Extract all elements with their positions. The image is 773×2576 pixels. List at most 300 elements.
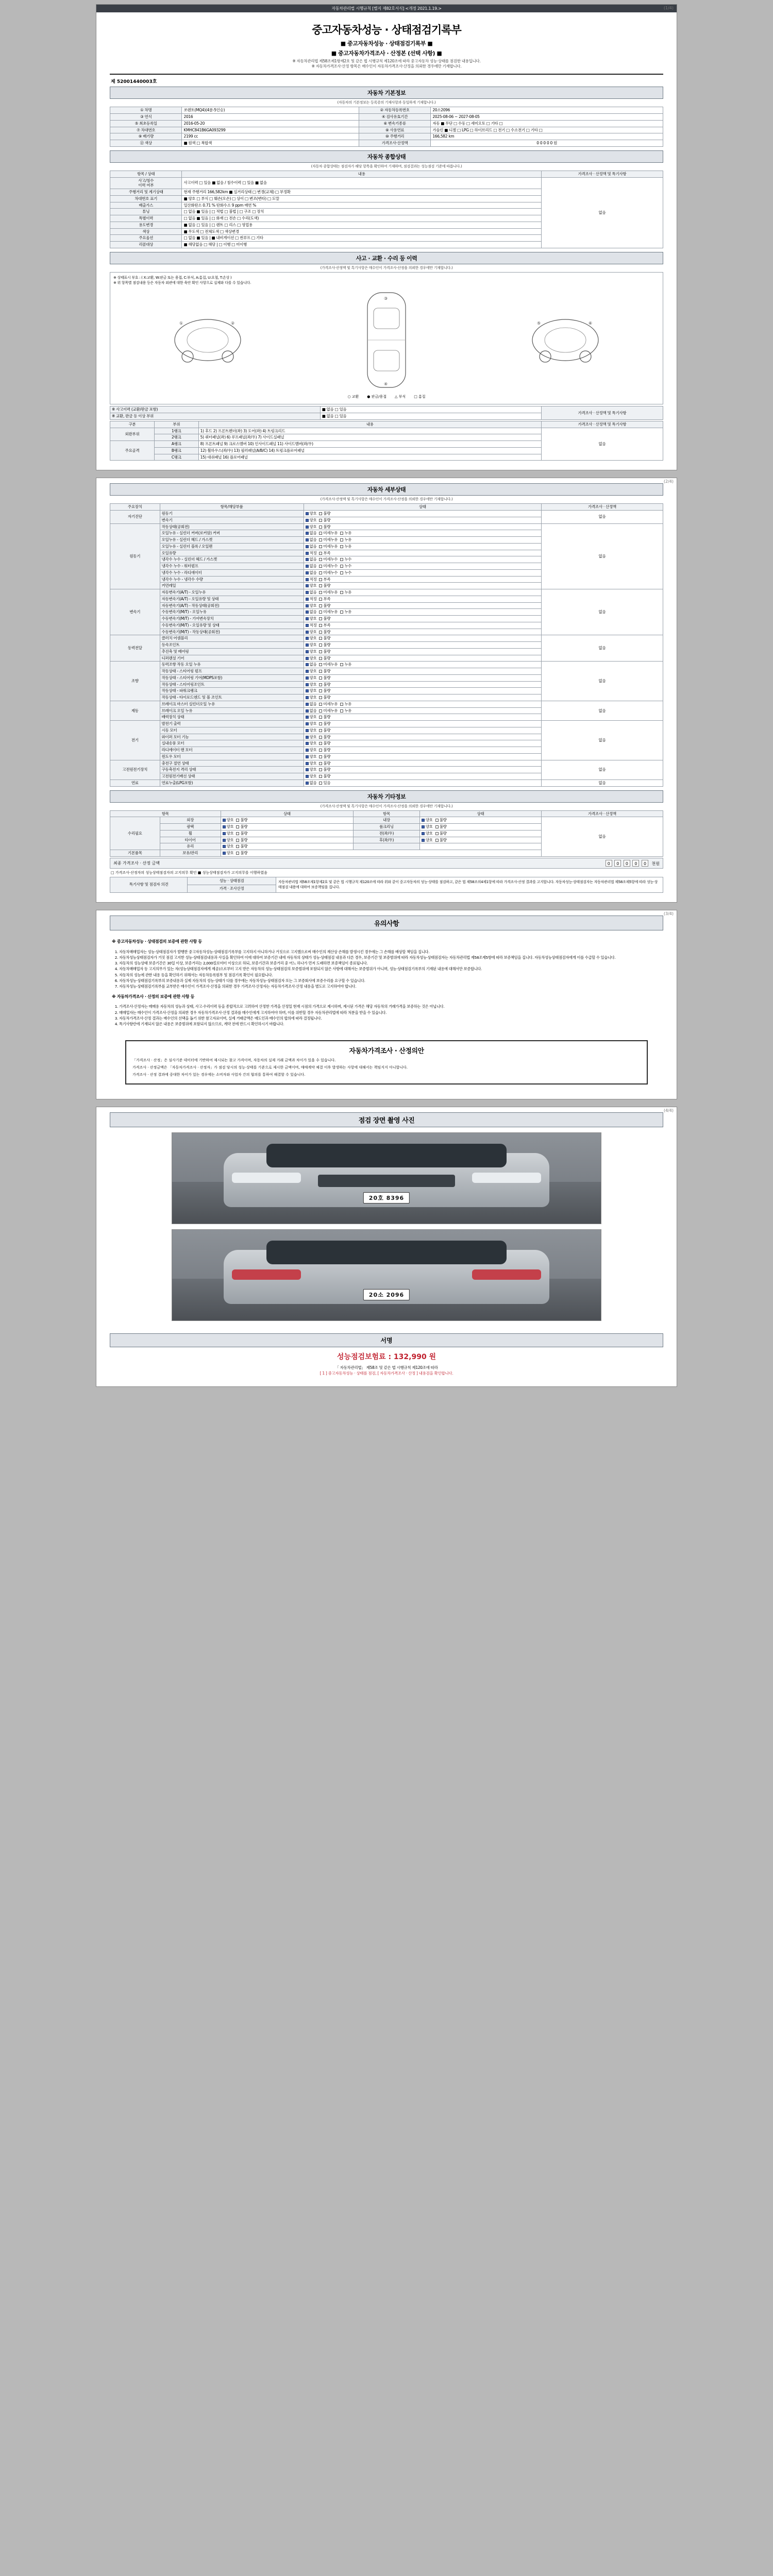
checkbox-option[interactable] [306, 577, 317, 582]
checkbox-icon[interactable] [422, 832, 425, 835]
checkbox-icon[interactable] [319, 565, 322, 568]
checkbox-option[interactable] [306, 702, 317, 707]
checkbox-icon[interactable] [319, 631, 322, 634]
checkbox-option[interactable] [319, 688, 330, 693]
checkbox-icon[interactable] [223, 852, 226, 855]
vehicle-diagram [110, 272, 663, 405]
checkbox-icon[interactable] [236, 852, 239, 855]
checkbox-option[interactable] [319, 767, 330, 772]
detail-item-state[interactable] [304, 674, 541, 681]
checkbox-option[interactable] [319, 590, 338, 595]
checkbox-option[interactable] [306, 616, 317, 621]
checkbox-icon[interactable] [306, 755, 309, 758]
detail-item-state[interactable] [304, 511, 541, 517]
checkbox-option[interactable] [306, 649, 317, 654]
checkbox-option[interactable] [435, 818, 447, 823]
checkbox-option[interactable] [319, 544, 338, 549]
price-digit: 0 [624, 860, 630, 867]
checkbox-icon[interactable] [319, 538, 322, 541]
checkbox-icon[interactable] [340, 565, 343, 568]
checkbox-icon[interactable] [306, 782, 309, 785]
checkbox-icon[interactable] [306, 631, 309, 634]
checkbox-icon[interactable] [223, 832, 226, 835]
checkbox-option[interactable] [319, 630, 330, 635]
checkbox-icon[interactable] [306, 762, 309, 765]
checkbox-icon[interactable] [319, 670, 322, 673]
checkbox-icon[interactable] [306, 611, 309, 614]
detail-item-state[interactable] [304, 523, 541, 530]
checkbox-option[interactable] [319, 675, 330, 681]
other-item-state[interactable] [221, 843, 354, 850]
checkbox-option[interactable] [319, 537, 338, 543]
checkbox-icon[interactable] [306, 683, 309, 686]
checkbox-icon[interactable] [422, 825, 425, 828]
checkbox-option[interactable] [306, 603, 317, 608]
checkbox-icon[interactable] [319, 683, 322, 686]
guarantee-line: 가격조사 · 산정금액은 「자동차가격조사 · 산정자」가 점검 당시의 성능·상태를 기준으로 제시한 금액이며, 매매계약 체결 이후 발생하는 사항에 대해서는 책임지지 아니합니다. [132, 1065, 408, 1070]
checkbox-option[interactable] [306, 669, 317, 674]
checkbox-option[interactable] [340, 570, 351, 575]
checkbox-icon[interactable] [319, 571, 322, 574]
checkbox-icon[interactable] [306, 736, 309, 739]
checkbox-option[interactable] [319, 609, 338, 615]
checkbox-option[interactable] [319, 557, 338, 562]
checkbox-icon[interactable] [306, 709, 309, 713]
checkbox-icon[interactable] [306, 565, 309, 568]
detail-item-state[interactable] [304, 596, 541, 602]
other-item-state[interactable] [419, 817, 541, 824]
detail-item-state[interactable] [304, 681, 541, 688]
detail-item-label: 작동상태 - 타이로드엔드 및 볼 조인트 [160, 694, 304, 701]
checkbox-icon[interactable] [306, 676, 309, 680]
checkbox-option[interactable] [306, 767, 317, 772]
checkbox-option[interactable] [319, 761, 330, 766]
checkbox-option[interactable] [319, 735, 330, 740]
checkbox-icon[interactable] [236, 832, 239, 835]
checkbox-icon[interactable] [306, 722, 309, 725]
detail-item-state[interactable] [304, 655, 541, 662]
detail-item-state[interactable] [304, 688, 541, 694]
checkbox-option[interactable] [306, 557, 317, 562]
checkbox-option[interactable] [236, 818, 247, 823]
checkbox-icon[interactable] [319, 545, 322, 548]
checkbox-icon[interactable] [306, 526, 309, 529]
checkbox-icon[interactable] [319, 762, 322, 765]
overall-state-table [110, 171, 663, 248]
checkbox-icon[interactable] [319, 768, 322, 771]
checkbox-icon[interactable] [422, 819, 425, 822]
checkbox-option[interactable] [319, 564, 338, 569]
checkbox-option[interactable] [236, 838, 247, 843]
checkbox-option[interactable] [306, 531, 317, 536]
checkbox-icon[interactable] [319, 552, 322, 555]
checkbox-icon[interactable] [319, 689, 322, 692]
detail-item-state[interactable] [304, 635, 541, 642]
checkbox-option[interactable] [319, 649, 330, 654]
detail-item-state[interactable] [304, 773, 541, 780]
checkbox-option[interactable] [319, 583, 330, 588]
checkbox-icon[interactable] [435, 832, 439, 835]
checkbox-icon[interactable] [306, 716, 309, 719]
other-item-state[interactable] [221, 824, 354, 831]
checkbox-icon[interactable] [340, 571, 343, 574]
checkbox-icon[interactable] [340, 709, 343, 713]
checkbox-icon[interactable] [319, 519, 322, 522]
checkbox-icon[interactable] [306, 643, 309, 647]
other-item-state[interactable] [221, 837, 354, 843]
detail-item-state[interactable] [304, 589, 541, 596]
checkbox-icon[interactable] [306, 742, 309, 745]
checkbox-icon[interactable] [306, 571, 309, 574]
checkbox-icon[interactable] [319, 526, 322, 529]
checkbox-option[interactable] [306, 518, 317, 523]
checkbox-option[interactable] [319, 708, 338, 714]
checkbox-icon[interactable] [223, 825, 226, 828]
checkbox-icon[interactable] [319, 643, 322, 647]
checkbox-icon[interactable] [319, 696, 322, 699]
detail-item-state[interactable] [304, 701, 541, 707]
checkbox-icon[interactable] [319, 611, 322, 614]
checkbox-option[interactable] [422, 824, 433, 829]
detail-item-state[interactable] [304, 721, 541, 727]
checkbox-icon[interactable] [340, 663, 343, 666]
detail-item-state[interactable] [304, 714, 541, 721]
detail-item-state[interactable] [304, 576, 541, 583]
checkbox-option[interactable] [223, 838, 234, 843]
checkbox-option[interactable] [319, 623, 330, 628]
checkbox-icon[interactable] [319, 604, 322, 607]
checkbox-icon[interactable] [306, 749, 309, 752]
checkbox-option[interactable] [319, 524, 330, 530]
detail-item-state[interactable] [304, 622, 541, 629]
checkbox-icon[interactable] [319, 637, 322, 640]
checkbox-option[interactable] [319, 636, 330, 641]
checkbox-option[interactable] [306, 748, 317, 753]
checkbox-option[interactable] [306, 735, 317, 740]
detail-item-state[interactable] [304, 543, 541, 550]
checkbox-icon[interactable] [422, 839, 425, 842]
other-item-state[interactable] [419, 824, 541, 831]
checkbox-icon[interactable] [319, 578, 322, 581]
checkbox-option[interactable] [306, 781, 317, 786]
checkbox-icon[interactable] [319, 716, 322, 719]
checkbox-icon[interactable] [319, 532, 322, 535]
checkbox-icon[interactable] [319, 703, 322, 706]
checkbox-icon[interactable] [306, 637, 309, 640]
checkbox-icon[interactable] [306, 657, 309, 660]
checkbox-icon[interactable] [435, 825, 439, 828]
checkbox-option[interactable] [306, 656, 317, 661]
checkbox-icon[interactable] [223, 839, 226, 842]
detail-item-state[interactable] [304, 753, 541, 760]
checkbox-option[interactable] [319, 511, 330, 516]
checkbox-option[interactable] [223, 844, 234, 849]
checkbox-icon[interactable] [306, 617, 309, 620]
detail-item-state[interactable] [304, 707, 541, 714]
checkbox-option[interactable] [319, 715, 330, 720]
checkbox-option[interactable] [319, 721, 330, 726]
checkbox-option[interactable] [306, 636, 317, 641]
checkbox-option[interactable] [340, 531, 351, 536]
checkbox-option[interactable] [319, 662, 338, 667]
other-item-state[interactable] [221, 850, 541, 857]
checkbox-option[interactable] [306, 524, 317, 530]
checkbox-icon[interactable] [319, 657, 322, 660]
detail-item-state[interactable] [304, 727, 541, 734]
checkbox-option[interactable] [319, 656, 330, 661]
checkbox-icon[interactable] [319, 650, 322, 653]
checkbox-option[interactable] [435, 831, 447, 836]
checkbox-option[interactable] [422, 818, 433, 823]
checkbox-icon[interactable] [306, 545, 309, 548]
checkbox-icon[interactable] [223, 819, 226, 822]
checkbox-icon[interactable] [306, 512, 309, 515]
checkbox-option[interactable] [306, 682, 317, 687]
other-item-state[interactable] [419, 837, 541, 843]
detail-item-state[interactable] [304, 537, 541, 544]
checkbox-icon[interactable] [319, 598, 322, 601]
checkbox-option[interactable] [319, 728, 330, 733]
checkbox-option[interactable] [340, 537, 351, 543]
detail-item-state[interactable] [304, 550, 541, 556]
checkbox-option[interactable] [236, 831, 247, 836]
checkbox-option[interactable] [306, 754, 317, 759]
checkbox-option[interactable] [319, 642, 330, 648]
checkbox-icon[interactable] [319, 558, 322, 561]
detail-item-state[interactable] [304, 668, 541, 675]
checkbox-option[interactable] [236, 844, 247, 849]
checkbox-icon[interactable] [306, 532, 309, 535]
checkbox-icon[interactable] [306, 624, 309, 627]
checkbox-icon[interactable] [319, 624, 322, 627]
checkbox-option[interactable] [319, 570, 338, 575]
detail-item-state[interactable] [304, 629, 541, 635]
checkbox-icon[interactable] [435, 839, 439, 842]
other-item-state[interactable] [221, 830, 354, 837]
checkbox-option[interactable] [306, 708, 317, 714]
checkbox-icon[interactable] [236, 825, 239, 828]
checkbox-option[interactable] [340, 590, 351, 595]
checkbox-option[interactable] [340, 564, 351, 569]
checkbox-option[interactable] [319, 695, 330, 700]
checkbox-option[interactable] [435, 838, 447, 843]
checkbox-icon[interactable] [319, 729, 322, 732]
checkbox-option[interactable] [223, 831, 234, 836]
checkbox-option[interactable] [306, 662, 317, 667]
checkbox-option[interactable] [236, 851, 247, 856]
checkbox-icon[interactable] [319, 755, 322, 758]
checkbox-icon[interactable] [340, 558, 343, 561]
parts-note: 없음 [541, 428, 663, 461]
checkbox-option[interactable] [306, 544, 317, 549]
checkbox-icon[interactable] [306, 598, 309, 601]
checkbox-option[interactable] [306, 511, 317, 516]
detail-item-state[interactable] [304, 662, 541, 668]
detail-item-state[interactable] [304, 642, 541, 649]
checkbox-icon[interactable] [319, 617, 322, 620]
checkbox-option[interactable] [319, 669, 330, 674]
detail-item-state[interactable] [304, 563, 541, 570]
other-item-state[interactable] [419, 843, 541, 850]
checkbox-option[interactable] [306, 675, 317, 681]
checkbox-option[interactable] [306, 630, 317, 635]
checkbox-icon[interactable] [319, 663, 322, 666]
checkbox-option[interactable] [422, 831, 433, 836]
checkbox-icon[interactable] [319, 736, 322, 739]
checkbox-icon[interactable] [306, 670, 309, 673]
checkbox-icon[interactable] [340, 703, 343, 706]
checkbox-option[interactable] [340, 662, 351, 667]
detail-item-state[interactable] [304, 609, 541, 616]
checkbox-icon[interactable] [319, 584, 322, 587]
inspection-insurance-price [110, 1347, 663, 1363]
checkbox-option[interactable] [236, 824, 247, 829]
checkbox-option[interactable] [319, 741, 330, 746]
checkbox-icon[interactable] [306, 552, 309, 555]
checkbox-icon[interactable] [319, 591, 322, 594]
checkbox-icon[interactable] [306, 775, 309, 778]
checkbox-option[interactable] [319, 682, 330, 687]
detail-item-state[interactable] [304, 694, 541, 701]
checkbox-icon[interactable] [306, 558, 309, 561]
checkbox-icon[interactable] [306, 584, 309, 587]
detail-item-state[interactable] [304, 616, 541, 622]
checkbox-option[interactable] [223, 818, 234, 823]
checkbox-option[interactable] [306, 590, 317, 595]
detail-item-state[interactable] [304, 569, 541, 576]
parts-rank-label: B랭크 [154, 447, 198, 454]
checkbox-icon[interactable] [319, 676, 322, 680]
detail-item-state[interactable] [304, 760, 541, 767]
checkbox-option[interactable] [435, 824, 447, 829]
checkbox-icon[interactable] [319, 709, 322, 713]
overall-item-detail: ■ 무도색 □ 전체도색 □ 색상변경 [182, 228, 541, 235]
checkbox-icon[interactable] [306, 519, 309, 522]
checkbox-icon[interactable] [306, 703, 309, 706]
checkbox-icon[interactable] [306, 591, 309, 594]
checkbox-option[interactable] [340, 702, 351, 707]
checkbox-option[interactable] [319, 774, 330, 779]
checkbox-icon[interactable] [306, 650, 309, 653]
checkbox-label: 누유 [344, 531, 352, 536]
checkbox-option[interactable] [319, 781, 330, 786]
checkbox-option[interactable] [319, 551, 330, 556]
detail-item-state[interactable] [304, 583, 541, 589]
checkbox-option[interactable] [306, 642, 317, 648]
checkbox-icon[interactable] [319, 742, 322, 745]
checkbox-icon[interactable] [319, 722, 322, 725]
detail-item-state[interactable] [304, 767, 541, 773]
checkbox-icon[interactable] [340, 545, 343, 548]
checkbox-option[interactable] [422, 838, 433, 843]
checkbox-icon[interactable] [319, 782, 322, 785]
checkbox-option[interactable] [306, 564, 317, 569]
checkbox-icon[interactable] [340, 538, 343, 541]
checkbox-option[interactable] [340, 544, 351, 549]
checkbox-icon[interactable] [340, 611, 343, 614]
checkbox-option[interactable] [306, 551, 317, 556]
detail-item-state[interactable] [304, 602, 541, 609]
checkbox-option[interactable] [306, 728, 317, 733]
checkbox-option[interactable] [306, 695, 317, 700]
checkbox-option[interactable] [306, 774, 317, 779]
detail-item-state[interactable] [304, 747, 541, 754]
detail-item-state[interactable] [304, 556, 541, 563]
checkbox-option[interactable] [340, 708, 351, 714]
checkbox-icon[interactable] [306, 538, 309, 541]
checkbox-option[interactable] [319, 616, 330, 621]
checkbox-icon[interactable] [319, 775, 322, 778]
checkbox-icon[interactable] [223, 845, 226, 848]
checkbox-icon[interactable] [306, 696, 309, 699]
checkbox-option[interactable] [319, 603, 330, 608]
checkbox-option[interactable] [340, 557, 351, 562]
checkbox-option[interactable] [306, 570, 317, 575]
checkbox-label: 미세누유 [323, 544, 338, 549]
checkbox-option[interactable] [306, 721, 317, 726]
checkbox-option[interactable] [319, 748, 330, 753]
checkbox-option[interactable] [223, 851, 234, 856]
checkbox-icon[interactable] [236, 819, 239, 822]
legend-item: △ 부식 [395, 395, 406, 399]
checkbox-icon[interactable] [319, 512, 322, 515]
checkbox-option[interactable] [319, 597, 330, 602]
checkbox-icon[interactable] [435, 819, 439, 822]
checkbox-option[interactable] [319, 518, 330, 523]
checkbox-option[interactable] [306, 597, 317, 602]
checkbox-label: 양호 [425, 824, 433, 829]
checkbox-icon[interactable] [306, 768, 309, 771]
checkbox-icon[interactable] [340, 591, 343, 594]
checkbox-icon[interactable] [319, 749, 322, 752]
checkbox-option[interactable] [319, 531, 338, 536]
checkbox-icon[interactable] [306, 604, 309, 607]
other-item-state[interactable] [221, 817, 354, 824]
checkbox-option[interactable] [306, 609, 317, 615]
checkbox-icon[interactable] [306, 729, 309, 732]
checkbox-option[interactable] [306, 761, 317, 766]
checkbox-option[interactable] [223, 824, 234, 829]
checkbox-icon[interactable] [306, 578, 309, 581]
detail-item-state[interactable] [304, 517, 541, 523]
detail-item-state[interactable] [304, 740, 541, 747]
checkbox-option[interactable] [306, 715, 317, 720]
checkbox-icon[interactable] [306, 663, 309, 666]
checkbox-option[interactable] [319, 754, 330, 759]
checkbox-option[interactable] [319, 577, 330, 582]
checkbox-label: 양호 [309, 511, 317, 516]
detail-group-note: 없음 [541, 701, 663, 720]
detail-item-state[interactable] [304, 734, 541, 740]
checkbox-icon[interactable] [236, 839, 239, 842]
checkbox-option[interactable] [306, 583, 317, 588]
checkbox-option[interactable] [340, 609, 351, 615]
other-item-state[interactable] [419, 830, 541, 837]
checkbox-icon[interactable] [340, 532, 343, 535]
checkbox-option[interactable] [306, 623, 317, 628]
detail-item-state[interactable] [304, 648, 541, 655]
detail-item-state[interactable] [304, 530, 541, 537]
checkbox-icon[interactable] [306, 689, 309, 692]
checkbox-option[interactable] [306, 741, 317, 746]
checkbox-option[interactable] [306, 688, 317, 693]
checkbox-icon[interactable] [236, 845, 239, 848]
checkbox-option[interactable] [319, 702, 338, 707]
checkbox-label: 양호 [309, 748, 317, 753]
license-plate-rear: 20소 2096 [363, 1289, 410, 1300]
detail-item-state[interactable] [304, 779, 541, 786]
checkbox-option[interactable] [306, 537, 317, 543]
